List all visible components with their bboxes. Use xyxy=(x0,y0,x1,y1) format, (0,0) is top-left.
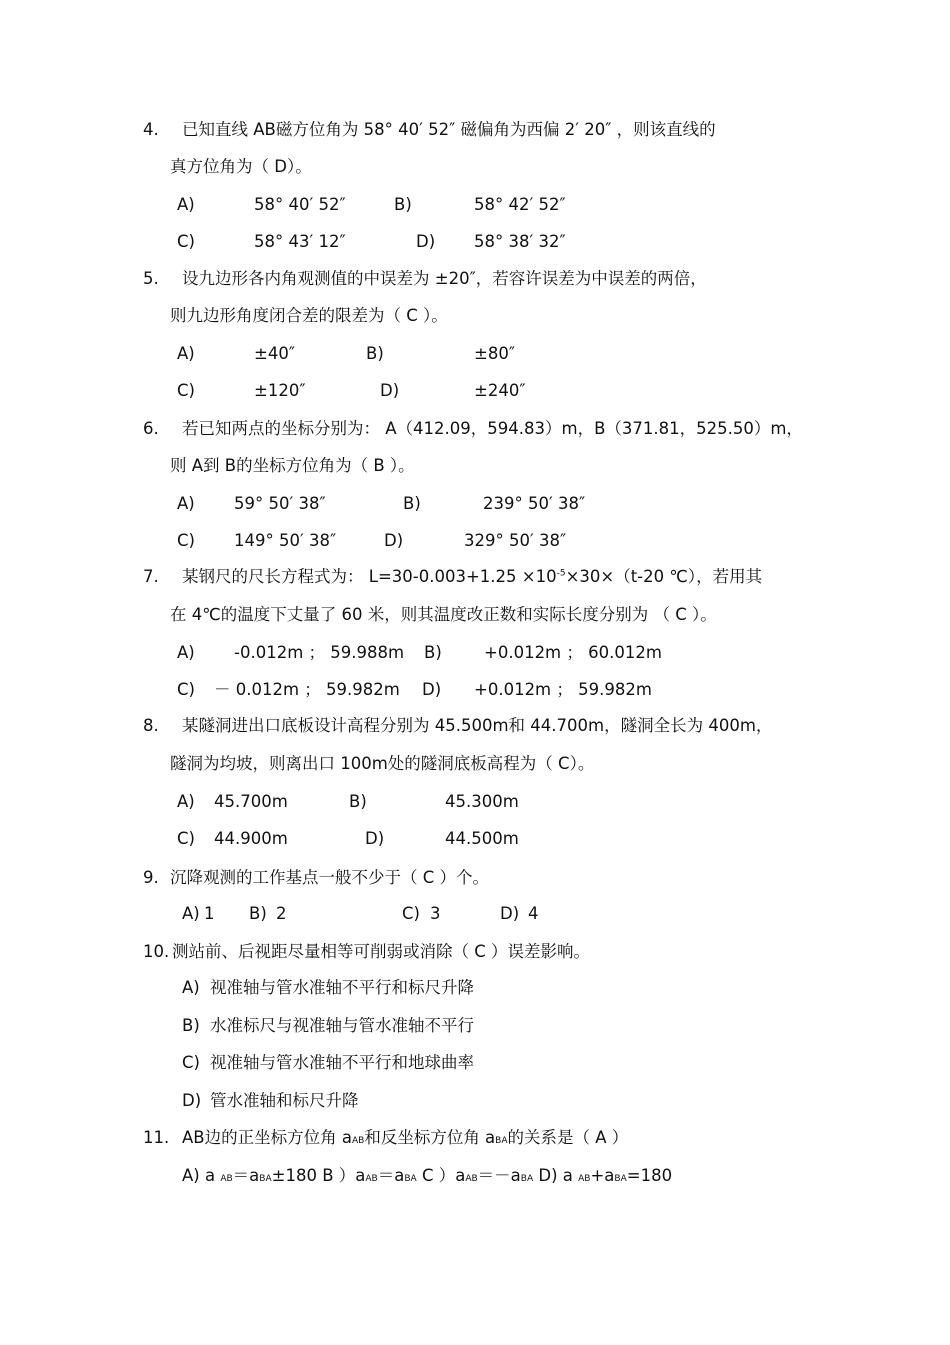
question-7-option-a-label: A) xyxy=(177,643,195,662)
question-5-option-c-text: ±120″ xyxy=(254,381,306,400)
question-6-number: 6. xyxy=(143,419,159,438)
question-4-option-d-label: D) xyxy=(416,232,436,251)
question-8-option-c-label: C) xyxy=(177,829,195,848)
question-4-option-c-label: C) xyxy=(177,232,195,251)
question-6-stem-line2: 则 A到 B的坐标方位角为（ B ）。 xyxy=(170,456,415,475)
question-8-stem-line1: 某隧洞进出口底板设计高程分别为 45.500m和 44.700m，隧洞全长为 400m， xyxy=(182,716,773,735)
exponent: -5 xyxy=(556,568,566,579)
question-8-option-d-label: D) xyxy=(365,829,385,848)
question-9-number: 9. xyxy=(143,868,159,887)
question-6-option-d-text: 329° 50′ 38″ xyxy=(464,531,567,550)
question-4-option-c-text: 58° 43′ 12″ xyxy=(254,232,346,251)
question-9-option-b-text: 2 xyxy=(276,904,287,923)
question-9-stem: 沉降观测的工作基点一般不少于（ C ）个。 xyxy=(170,868,490,887)
question-9-option-b-label: B) xyxy=(249,904,267,923)
question-7-stem-line1: 某钢尺的尺长方程式为： $L=30-0.003+1.25 \times 10^{-5}\times 30\times(t-20$ ℃），若用其 xyxy=(182,567,763,586)
question-8-option-b-label: B) xyxy=(349,792,367,811)
question-10-option-b-text: 水准标尺与视准轴与管水准轴不平行 xyxy=(210,1016,474,1035)
question-7-option-d-label: D) xyxy=(422,680,442,699)
question-4-number: 4. xyxy=(143,120,159,139)
question-6-option-a-text: 59° 50′ 38″ xyxy=(234,494,326,513)
question-10-number: 10. xyxy=(143,942,170,961)
question-5-option-b-label: B) xyxy=(366,344,384,363)
question-4-option-d-text: 58° 38′ 32″ xyxy=(474,232,566,251)
question-5-option-a-label: A) xyxy=(177,344,195,363)
question-8-number: 8. xyxy=(143,716,159,735)
question-7-option-b-text: +0.012m ； 60.012m xyxy=(484,643,662,662)
question-8-stem-line2: 隧洞为均坡，则离出口 100m处的隧洞底板高程为（ C）。 xyxy=(170,754,595,773)
question-7-option-d-text: +0.012m ； 59.982m xyxy=(474,680,652,699)
question-10-option-a-text: 视准轴与管水准轴不平行和标尺升降 xyxy=(210,978,474,997)
question-6-option-a-label: A) xyxy=(177,494,195,513)
question-5-stem-line2: 则九边形角度闭合差的限差为（ C ）。 xyxy=(170,306,448,325)
question-9-option-c-label: C) xyxy=(402,904,420,923)
question-4-option-a-text: 58° 40′ 52″ xyxy=(254,195,346,214)
question-7-option-a-text: -0.012m ； 59.988m xyxy=(234,643,405,662)
question-10-option-d-text: 管水准轴和标尺升降 xyxy=(210,1091,359,1110)
question-6-stem-line1: 若已知两点的坐标分别为： A（412.09，594.83）m，B（371.81，525.50）m， xyxy=(182,419,803,438)
question-9-option-d-label: D) xyxy=(500,904,520,923)
question-9-option-a-text: 1 xyxy=(204,904,215,923)
question-9-option-d-text: 4 xyxy=(528,904,539,923)
question-4-stem-line2: 真方位角为（ D）。 xyxy=(170,157,312,176)
question-4-option-a-label: A) xyxy=(177,195,195,214)
question-6-option-c-label: C) xyxy=(177,531,195,550)
question-6-option-c-text: 149° 50′ 38″ xyxy=(234,531,337,550)
question-10-option-c-text: 视准轴与管水准轴不平行和地球曲率 xyxy=(210,1053,474,1072)
question-7-option-c-label: C) xyxy=(177,680,195,699)
question-8-option-c-text: 44.900m xyxy=(214,829,288,848)
question-4-option-b-label: B) xyxy=(394,195,412,214)
question-10-stem: 测站前、后视距尽量相等可削弱或消除（ C ）误差影响。 xyxy=(172,942,591,961)
question-6-option-b-text: 239° 50′ 38″ xyxy=(483,494,586,513)
question-10-option-c-label: C) xyxy=(182,1053,200,1072)
question-10-option-d-label: D) xyxy=(182,1091,202,1110)
question-8-option-a-text: 45.700m xyxy=(214,792,288,811)
question-9-option-a-label: A) xyxy=(182,904,200,923)
question-10-option-b-label: B) xyxy=(182,1016,200,1035)
question-11-stem: AB边的正坐标方位角 aAB和反坐标方位角 aBA的关系是（ A ） xyxy=(182,1128,629,1147)
question-8-option-a-label: A) xyxy=(177,792,195,811)
question-4-option-b-text: 58° 42′ 52″ xyxy=(474,195,566,214)
question-7-number: 7. xyxy=(143,567,159,586)
question-5-option-d-text: ±240″ xyxy=(474,381,526,400)
question-5-number: 5. xyxy=(143,269,159,288)
question-7-option-c-text: － 0.012m ； 59.982m xyxy=(214,680,400,699)
question-5-option-d-label: D) xyxy=(380,381,400,400)
question-11-options: A) a AB＝aBA±180 B ）aAB＝aBA C ）aAB＝－aBA D) a AB+aBA=180 xyxy=(182,1166,673,1185)
question-8-option-b-text: 45.300m xyxy=(445,792,519,811)
question-6-option-b-label: B) xyxy=(403,494,421,513)
question-5-option-b-text: ±80″ xyxy=(474,344,515,363)
question-5-stem-line1: 设九边形各内角观测值的中误差为 ±20″，若容许误差为中误差的两倍， xyxy=(182,269,707,288)
question-9-option-c-text: 3 xyxy=(430,904,441,923)
question-5-option-a-text: ±40″ xyxy=(254,344,295,363)
question-11-number: 11. xyxy=(143,1128,170,1147)
question-7-stem-line2: 在 4℃的温度下丈量了 60 米，则其温度改正数和实际长度分别为 （ C ）。 xyxy=(170,605,717,624)
question-5-option-c-label: C) xyxy=(177,381,195,400)
question-6-option-d-label: D) xyxy=(384,531,404,550)
question-7-option-b-label: B) xyxy=(424,643,442,662)
question-4-stem-line1: 已知直线 AB磁方位角为 58° 40′ 52″ 磁偏角为西偏 2′ 20″ ，则该直线的 xyxy=(182,120,716,139)
question-10-option-a-label: A) xyxy=(182,978,200,997)
question-8-option-d-text: 44.500m xyxy=(445,829,519,848)
